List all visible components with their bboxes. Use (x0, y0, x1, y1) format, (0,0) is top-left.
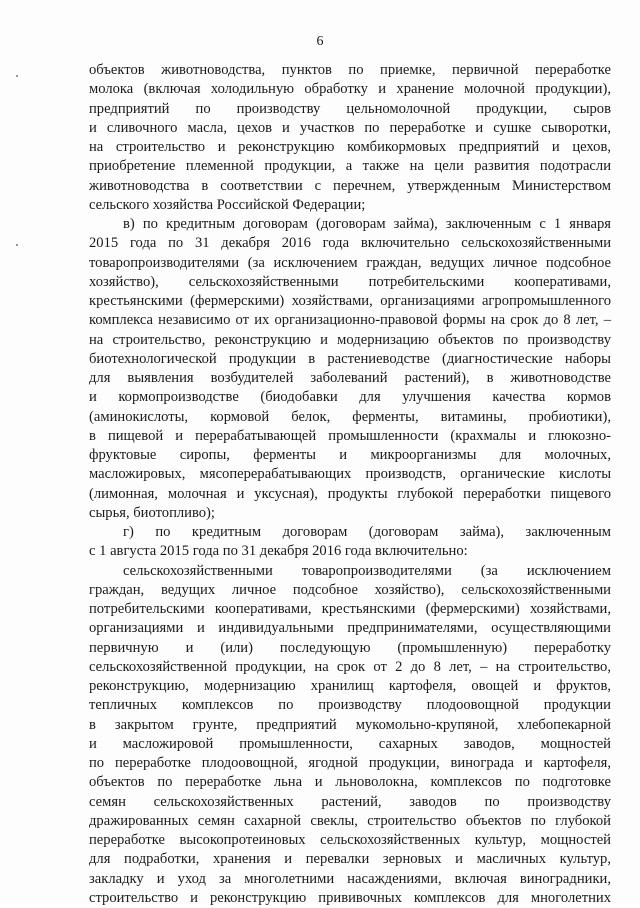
text-line: на строительство и реконструкцию комбикормовых предприятий и цехов, (89, 138, 611, 157)
text-line: животноводства в соответствии с перечнем, утвержденным Министерством (89, 177, 611, 196)
text-line: предприятий по производству цельномолочной продукции, сыров (89, 100, 611, 119)
text-line: товаропроизводителями (за исключением граждан, ведущих личное подсобное (89, 254, 611, 273)
text-line: по переработке плодоовощной, ягодной продукции, винограда и картофеля, (89, 754, 611, 773)
text-line: и масложировой промышленности, сахарных заводов, мощностей (89, 735, 611, 754)
paragraph-item-g-body (89, 562, 611, 908)
text-line: семян сельскохозяйственных растений, заводов по производству (89, 793, 611, 812)
text-line: тепличных комплексов по производству плодоовощной продукции (89, 696, 611, 715)
scan-speck (16, 244, 18, 246)
text-line: г) по кредитным договорам (договорам займа), заключенным (89, 523, 611, 542)
text-line: молока (включая холодильную обработку и хранение молочной продукции), (89, 80, 611, 99)
text-line: масложировых, мясоперерабатывающих производств, органические кислоты (89, 465, 611, 484)
text-line: и сливочного масла, цехов и участков по переработке и сушке сыворотки, (89, 119, 611, 138)
text-line: потребительскими кооперативами, крестьянскими (фермерскими) хозяйствами, (89, 600, 611, 619)
scan-speck (16, 75, 18, 77)
page-number: 6 (0, 34, 640, 50)
paragraph-continuation (89, 61, 611, 215)
text-line: (аминокислоты, кормовой белок, ферменты, витамины, пробиотики), (89, 408, 611, 427)
text-line: строительство и реконструкцию прививочных комплексов для многолетних (89, 889, 611, 908)
text-line: на строительство, реконструкцию и модернизацию объектов по производству (89, 331, 611, 350)
text-line: объектов животноводства, пунктов по приемке, первичной переработке (89, 61, 611, 80)
text-line: переработке высокопротеиновых сельскохозяйственных культур, мощностей (89, 831, 611, 850)
paragraph-item-g (89, 523, 611, 562)
text-line: в) по кредитным договорам (договорам займа), заключенным с 1 января (89, 215, 611, 234)
text-line: комплекса независимо от их организационно-правовой формы на срок до 8 лет, – (89, 311, 611, 330)
text-line: и кормопроизводстве (биодобавки для улучшения качества кормов (89, 388, 611, 407)
text-line: сырья, биотопливо); (89, 504, 611, 523)
text-line: первичную и (или) последующую (промышленную) переработку (89, 639, 611, 658)
text-line: сельского хозяйства Российской Федерации; (89, 196, 611, 215)
text-line: сельскохозяйственными товаропроизводителями (за исключением (89, 562, 611, 581)
text-line: 2015 года по 31 декабря 2016 года включительно сельскохозяйственными (89, 234, 611, 253)
text-line: для выявления возбудителей заболеваний растений), в животноводстве (89, 369, 611, 388)
text-line: объектов по переработке льна и льноволокна, комплексов по подготовке (89, 773, 611, 792)
text-line: в пищевой и перерабатывающей промышленности (крахмалы и глюкозно- (89, 427, 611, 446)
text-line: с 1 августа 2015 года по 31 декабря 2016 года включительно: (89, 542, 611, 561)
text-line: для подработки, хранения и перевалки зерновых и масличных культур, (89, 850, 611, 869)
paragraph-item-v (89, 215, 611, 523)
text-line: граждан, ведущих личное подсобное хозяйство), сельскохозяйственными (89, 581, 611, 600)
text-line: (лимонная, молочная и уксусная), продукты глубокой переработки пищевого (89, 485, 611, 504)
text-line: крестьянскими (фермерскими) хозяйствами, организациями агропромышленного (89, 292, 611, 311)
text-line: биотехнологической продукции в растениеводстве (диагностические наборы (89, 350, 611, 369)
text-line: фруктовые сиропы, ферменты и микроорганизмы для молочных, (89, 446, 611, 465)
text-line: дражированных семян сахарной свеклы, строительство объектов по глубокой (89, 812, 611, 831)
text-line: организациями и индивидуальными предпринимателями, осуществляющими (89, 619, 611, 638)
text-line: хозяйство), сельскохозяйственными потребительскими кооперативами, (89, 273, 611, 292)
text-line: сельскохозяйственной продукции, на срок от 2 до 8 лет, – на строительство, (89, 658, 611, 677)
text-line: приобретение племенной продукции, а также на цели развития подотрасли (89, 157, 611, 176)
text-line: закладку и уход за многолетними насаждениями, включая виноградники, (89, 870, 611, 889)
document-body (89, 61, 611, 908)
text-line: реконструкцию, модернизацию хранилищ картофеля, овощей и фруктов, (89, 677, 611, 696)
text-line: в закрытом грунте, предприятий мукомольно-крупяной, хлебопекарной (89, 716, 611, 735)
